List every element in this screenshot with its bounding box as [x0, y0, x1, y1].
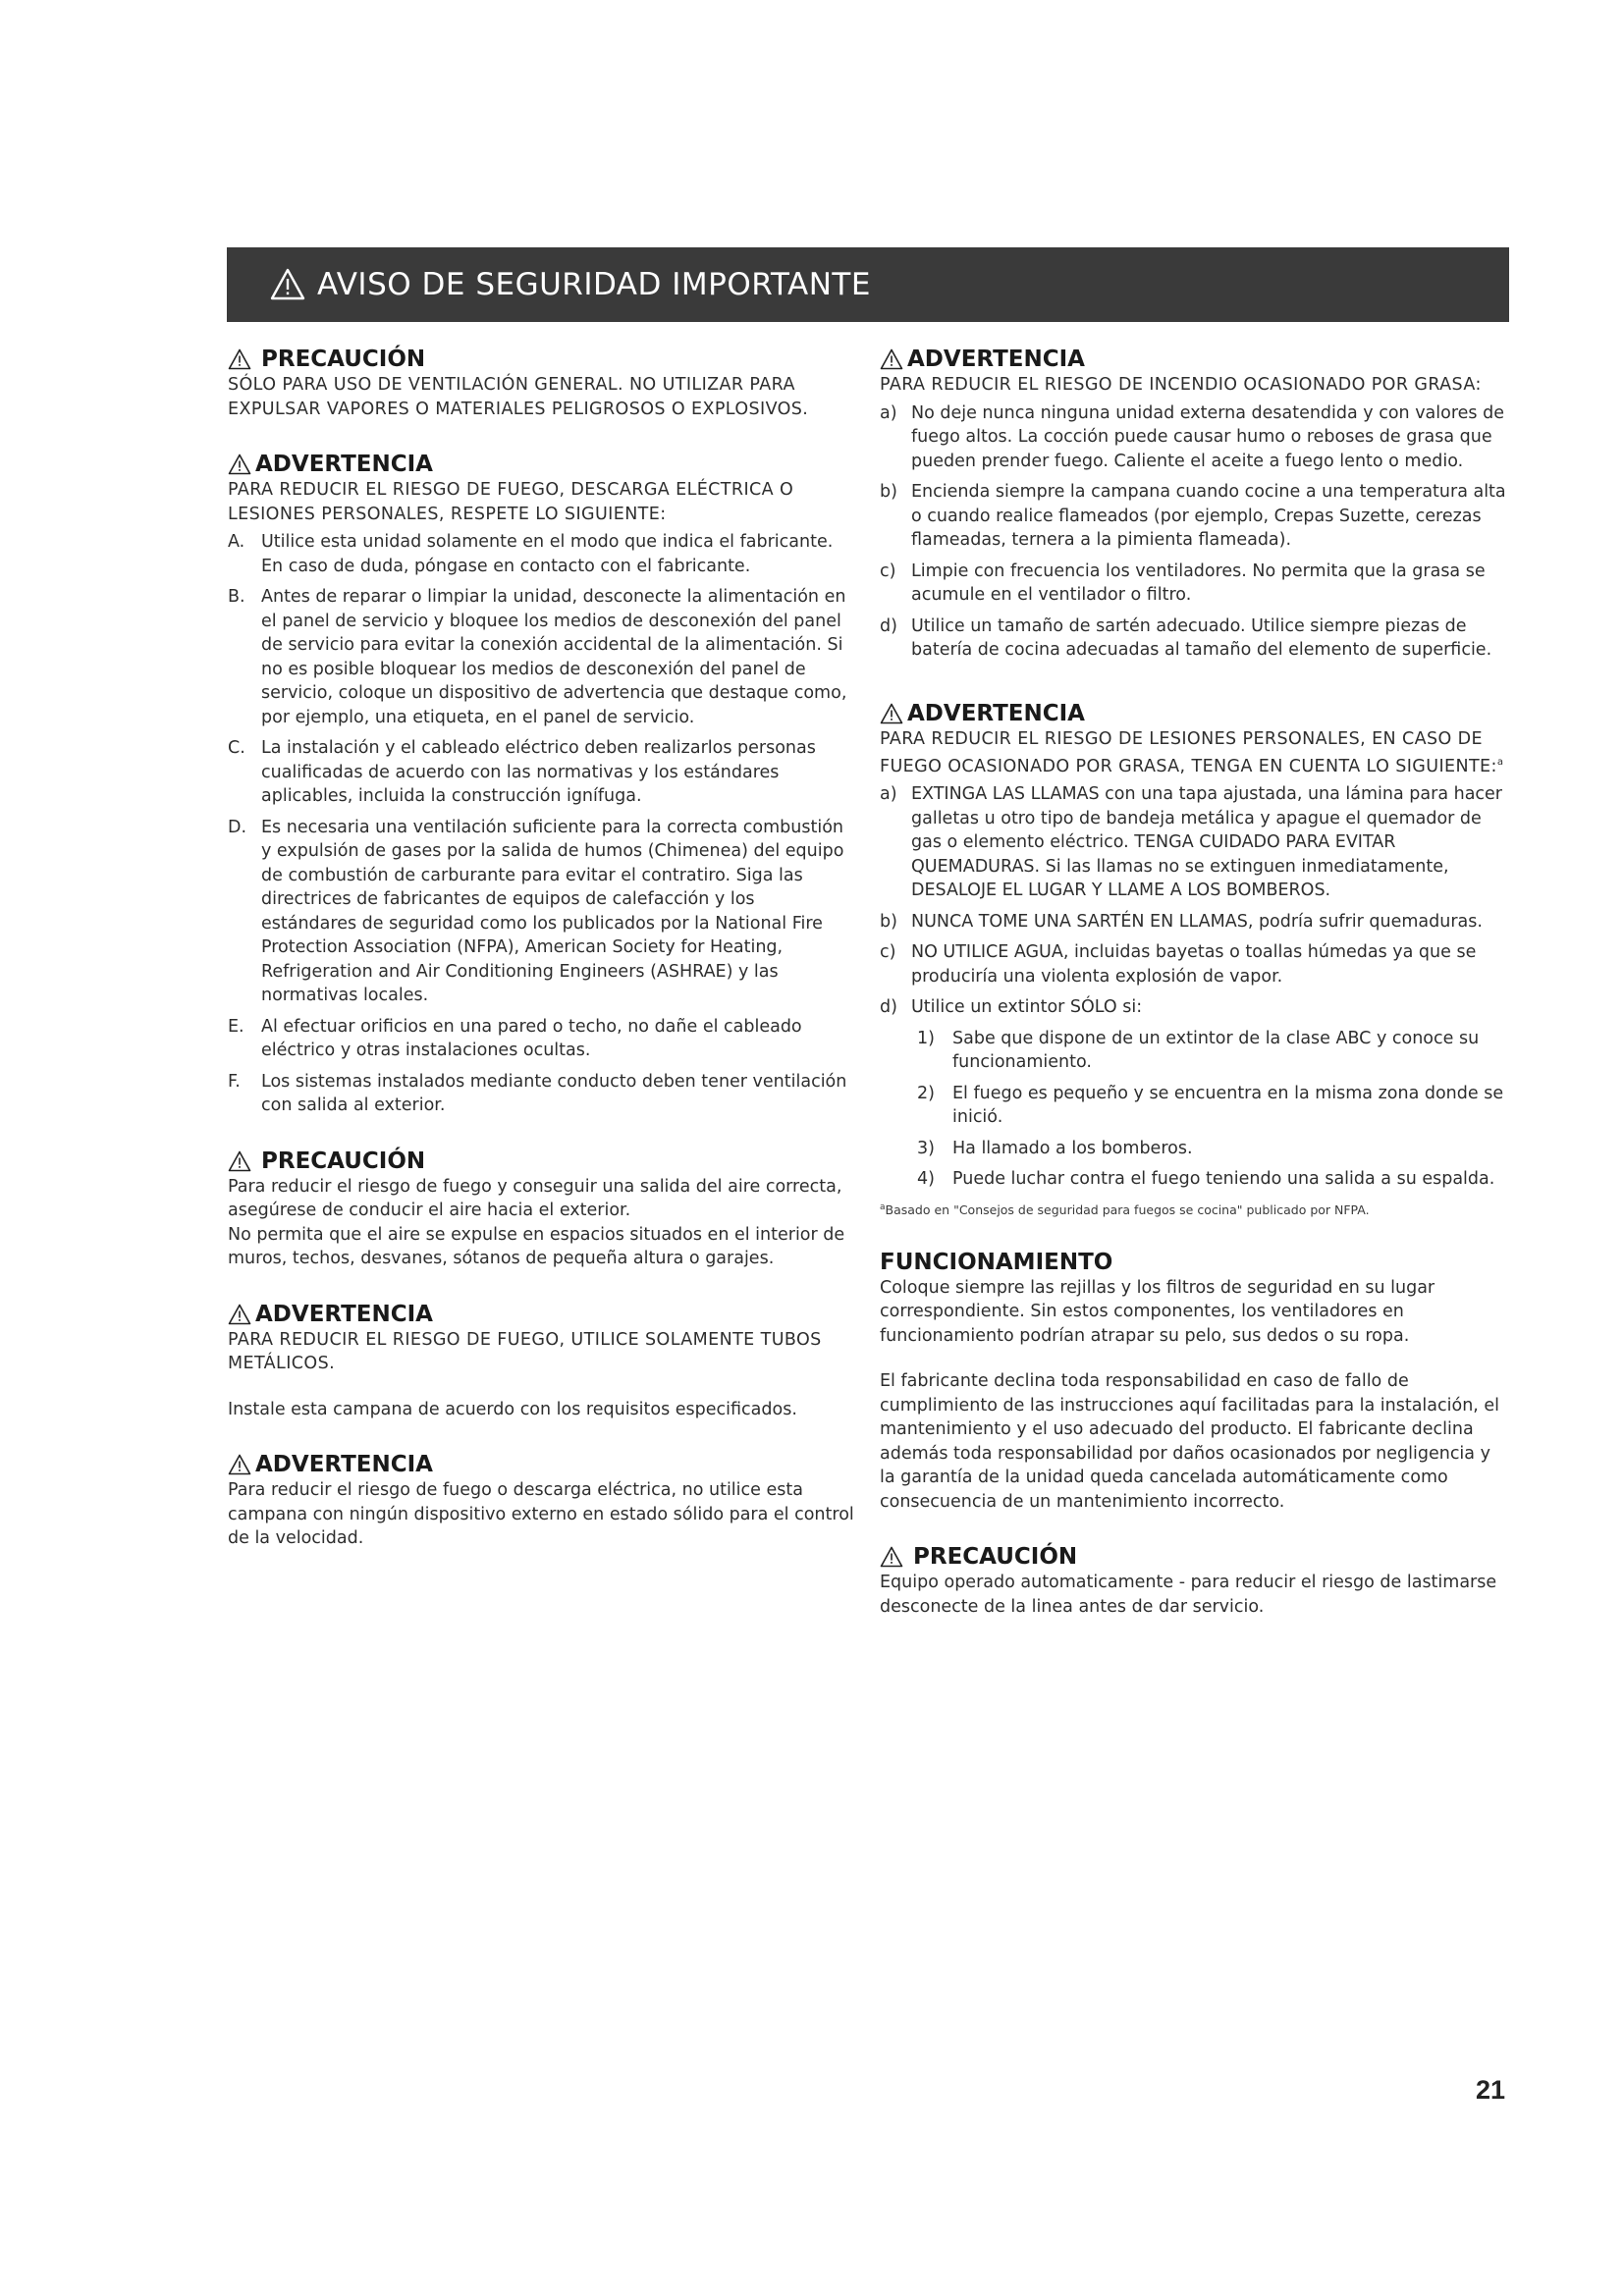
list-item: d) Utilice un tamaño de sartén adecuado. Utilice siempre piezas de batería de cocina adecuadas al tamaño del elemento de superficie. [880, 615, 1492, 660]
extinguisher-conditions-list [917, 1027, 1508, 1192]
section-intro: PARA REDUCIR EL RIESGO DE LESIONES PERSONALES, EN CASO DE FUEGO OCASIONADO POR GRASA, TENGA EN CUENTA LO SIGUIENTE:$^a$ [880, 728, 1504, 776]
section-text: Para reducir el riesgo de fuego o descarga eléctrica, no utilice esta campana con ningún dispositivo externo en estado sólido para el control de la velocidad. [228, 1480, 854, 1548]
list-item: c) Limpie con frecuencia los ventiladores. No permita que la grasa se acumule en el ventilador o filtro. [880, 561, 1486, 605]
warning-icon [228, 348, 251, 370]
list-item: 2) El fuego es pequeño y se encuentra en la misma zona donde se inició. [917, 1083, 1504, 1128]
caution-automatic-equipment [880, 1543, 1508, 1619]
section-heading: FUNCIONAMIENTO [880, 1249, 1113, 1275]
warning-metal-ducts [228, 1301, 854, 1422]
warning-icon [880, 1546, 903, 1568]
section-heading: PRECAUCIÓN [228, 1148, 854, 1175]
section-intro: PARA REDUCIR EL RIESGO DE INCENDIO OCASIONADO POR GRASA: [880, 375, 1482, 395]
section-heading: ADVERTENCIA [228, 1451, 854, 1478]
section-heading: PRECAUCIÓN [880, 1543, 1508, 1571]
warning-icon [228, 454, 251, 475]
warning-icon [228, 1454, 251, 1475]
warning-grease-fire-injury [880, 700, 1508, 1219]
section-intro: PARA REDUCIR EL RIESGO DE FUEGO, DESCARGA ELÉCTRICA O LESIONES PERSONALES, RESPETE LO SIGUIENTE: [228, 480, 794, 524]
warning-speed-control [228, 1451, 854, 1551]
list-item: d) Utilice un extintor SÓLO si: [880, 997, 1143, 1018]
section-banner [227, 247, 1509, 322]
list-item: c) NO UTILICE AGUA, incluidas bayetas o toallas húmedas ya que se produciría una violenta explosión de vapor. [880, 942, 1477, 987]
section-heading: ADVERTENCIA [228, 451, 854, 478]
section-paragraph: No permita que el aire se expulse en espacios situados en el interior de muros, techos, desvanes, sótanos de pequeña altura o garajes. [228, 1224, 845, 1268]
warning-list [228, 530, 854, 1118]
section-heading: ADVERTENCIA [228, 1301, 854, 1328]
list-item: B. Antes de reparar o limpiar la unidad, desconecte la alimentación en el panel de servicio y bloquee los medios de desconexión del panel de servicio para evitar la conexión accidental de la alimentación. Si no es posible bloquear los medios de desconexión del panel de servicio, coloque un dispositivo de advertencia que destaque como, por ejemplo, una etiqueta, en el panel de servicio. [228, 587, 847, 727]
warning-list [880, 401, 1508, 663]
warning-icon [228, 1304, 251, 1325]
section-paragraph: Para reducir el riesgo de fuego y conseguir una salida del aire correcta, asegúrese de conducir el aire hacia el exterior. [228, 1176, 842, 1220]
list-item: C. La instalación y el cableado eléctrico deben realizarlos personas cualificadas de acuerdo con las normativas y los estándares aplicables, incluida la construcción ignífuga. [228, 738, 816, 806]
section-text: Instale esta campana de acuerdo con los requisitos especificados. [228, 1399, 797, 1419]
section-paragraph: Coloque siempre las rejillas y los filtros de seguridad en su lugar correspondiente. Sin estos componentes, los ventiladores en funcionamiento podrían atrapar su pelo, sus dedos o su ropa. [880, 1277, 1435, 1346]
caution-air-exhaust [228, 1148, 854, 1271]
list-item: A. Utilice esta unidad solamente en el modo que indica el fabricante. En caso de duda, póngase en contacto con el fabricante. [228, 532, 834, 576]
right-column [880, 346, 1508, 1648]
left-column [228, 346, 854, 1580]
list-item: b) NUNCA TOME UNA SARTÉN EN LLAMAS, podría sufrir quemaduras. [880, 911, 1483, 932]
section-heading: ADVERTENCIA [880, 700, 1508, 727]
section-heading: PRECAUCIÓN [228, 346, 854, 373]
footnote: $^a$Basado en "Consejos de seguridad para fuegos se cocina" publicado por NFPA. [880, 1201, 1370, 1217]
warning-fire-shock [228, 451, 854, 1118]
operation-section [880, 1249, 1508, 1515]
caution-general-ventilation [228, 346, 854, 421]
list-item: a) No deje nunca ninguna unidad externa desatendida y con valores de fuego altos. La cocción puede causar humo o reboses de grasa que pueden prender fuego. Caliente el aceite a fuego lento o medio. [880, 402, 1504, 471]
list-item: F. Los sistemas instalados mediante conducto deben tener ventilación con salida al exterior. [228, 1071, 847, 1115]
warning-icon [880, 703, 903, 724]
list-item: 3) Ha llamado a los bomberos. [917, 1138, 1193, 1158]
warning-icon [228, 1150, 251, 1172]
section-heading: ADVERTENCIA [880, 346, 1508, 373]
footnote-ref: a [1496, 757, 1504, 768]
page-number: 21 [1476, 2075, 1506, 2105]
list-item: 1) Sabe que dispone de un extintor de la clase ABC y conoce su funcionamiento. [917, 1028, 1480, 1073]
warning-icon [880, 348, 903, 370]
section-text: SÓLO PARA USO DE VENTILACIÓN GENERAL. NO UTILIZAR PARA EXPULSAR VAPORES O MATERIALES PELIGROSOS O EXPLOSIVOS. [228, 375, 809, 419]
warning-triangle-icon [270, 268, 305, 301]
list-item: b) Encienda siempre la campana cuando cocine a una temperatura alta o cuando realice flameados (por ejemplo, Crepas Suzette, cerezas flameadas, ternera a la pimienta flameada). [880, 482, 1506, 550]
list-item: D. Es necesaria una ventilación suficiente para la correcta combustión y expulsión de gases por la salida de humos (Chimenea) del equipo de combustión de carburante para evitar el contratiro. Siga las directrices de fabricantes de equipos de calefacción y los estándares de seguridad como los publicados por la National Fire Protection Association (NFPA), American Society for Heating, Refrigeration and Air Conditioning Engineers (ASHRAE) y las normativas locales. [228, 817, 844, 1005]
warning-grease-fire [880, 346, 1508, 663]
list-item: 4) Puede luchar contra el fuego teniendo una salida a su espalda. [917, 1169, 1495, 1190]
banner-title: AVISO DE SEGURIDAD IMPORTANTE [317, 267, 871, 302]
section-text: PARA REDUCIR EL RIESGO DE FUEGO, UTILICE SOLAMENTE TUBOS METÁLICOS. [228, 1329, 822, 1373]
list-item: a) EXTINGA LAS LLAMAS con una tapa ajustada, una lámina para hacer galletas u otro tipo de bandeja metálica y apague el quemador de gas o elemento eléctrico. TENGA CUIDADO PARA EVITAR QUEMADURAS. Si las llamas no se extinguen inmediatamente, DESALOJE EL LUGAR Y LLAME A LOS BOMBEROS. [880, 784, 1503, 901]
warning-list [880, 782, 1508, 1020]
list-item: E. Al efectuar orificios en una pared o techo, no dañe el cableado eléctrico y otras instalaciones ocultas. [228, 1016, 802, 1060]
section-paragraph: El fabricante declina toda responsabilidad en caso de fallo de cumplimiento de las instrucciones aquí facilitadas para la instalación, el mantenimiento y el uso adecuado del producto. El fabricante declina además toda responsabilidad por daños ocasionados por negligencia y la garantía de la unidad queda cancelada automáticamente como consecuencia de un mantenimiento incorrecto. [880, 1371, 1500, 1512]
section-text: Equipo operado automaticamente - para reducir el riesgo de lastimarse desconecte de la linea antes de dar servicio. [880, 1573, 1497, 1617]
